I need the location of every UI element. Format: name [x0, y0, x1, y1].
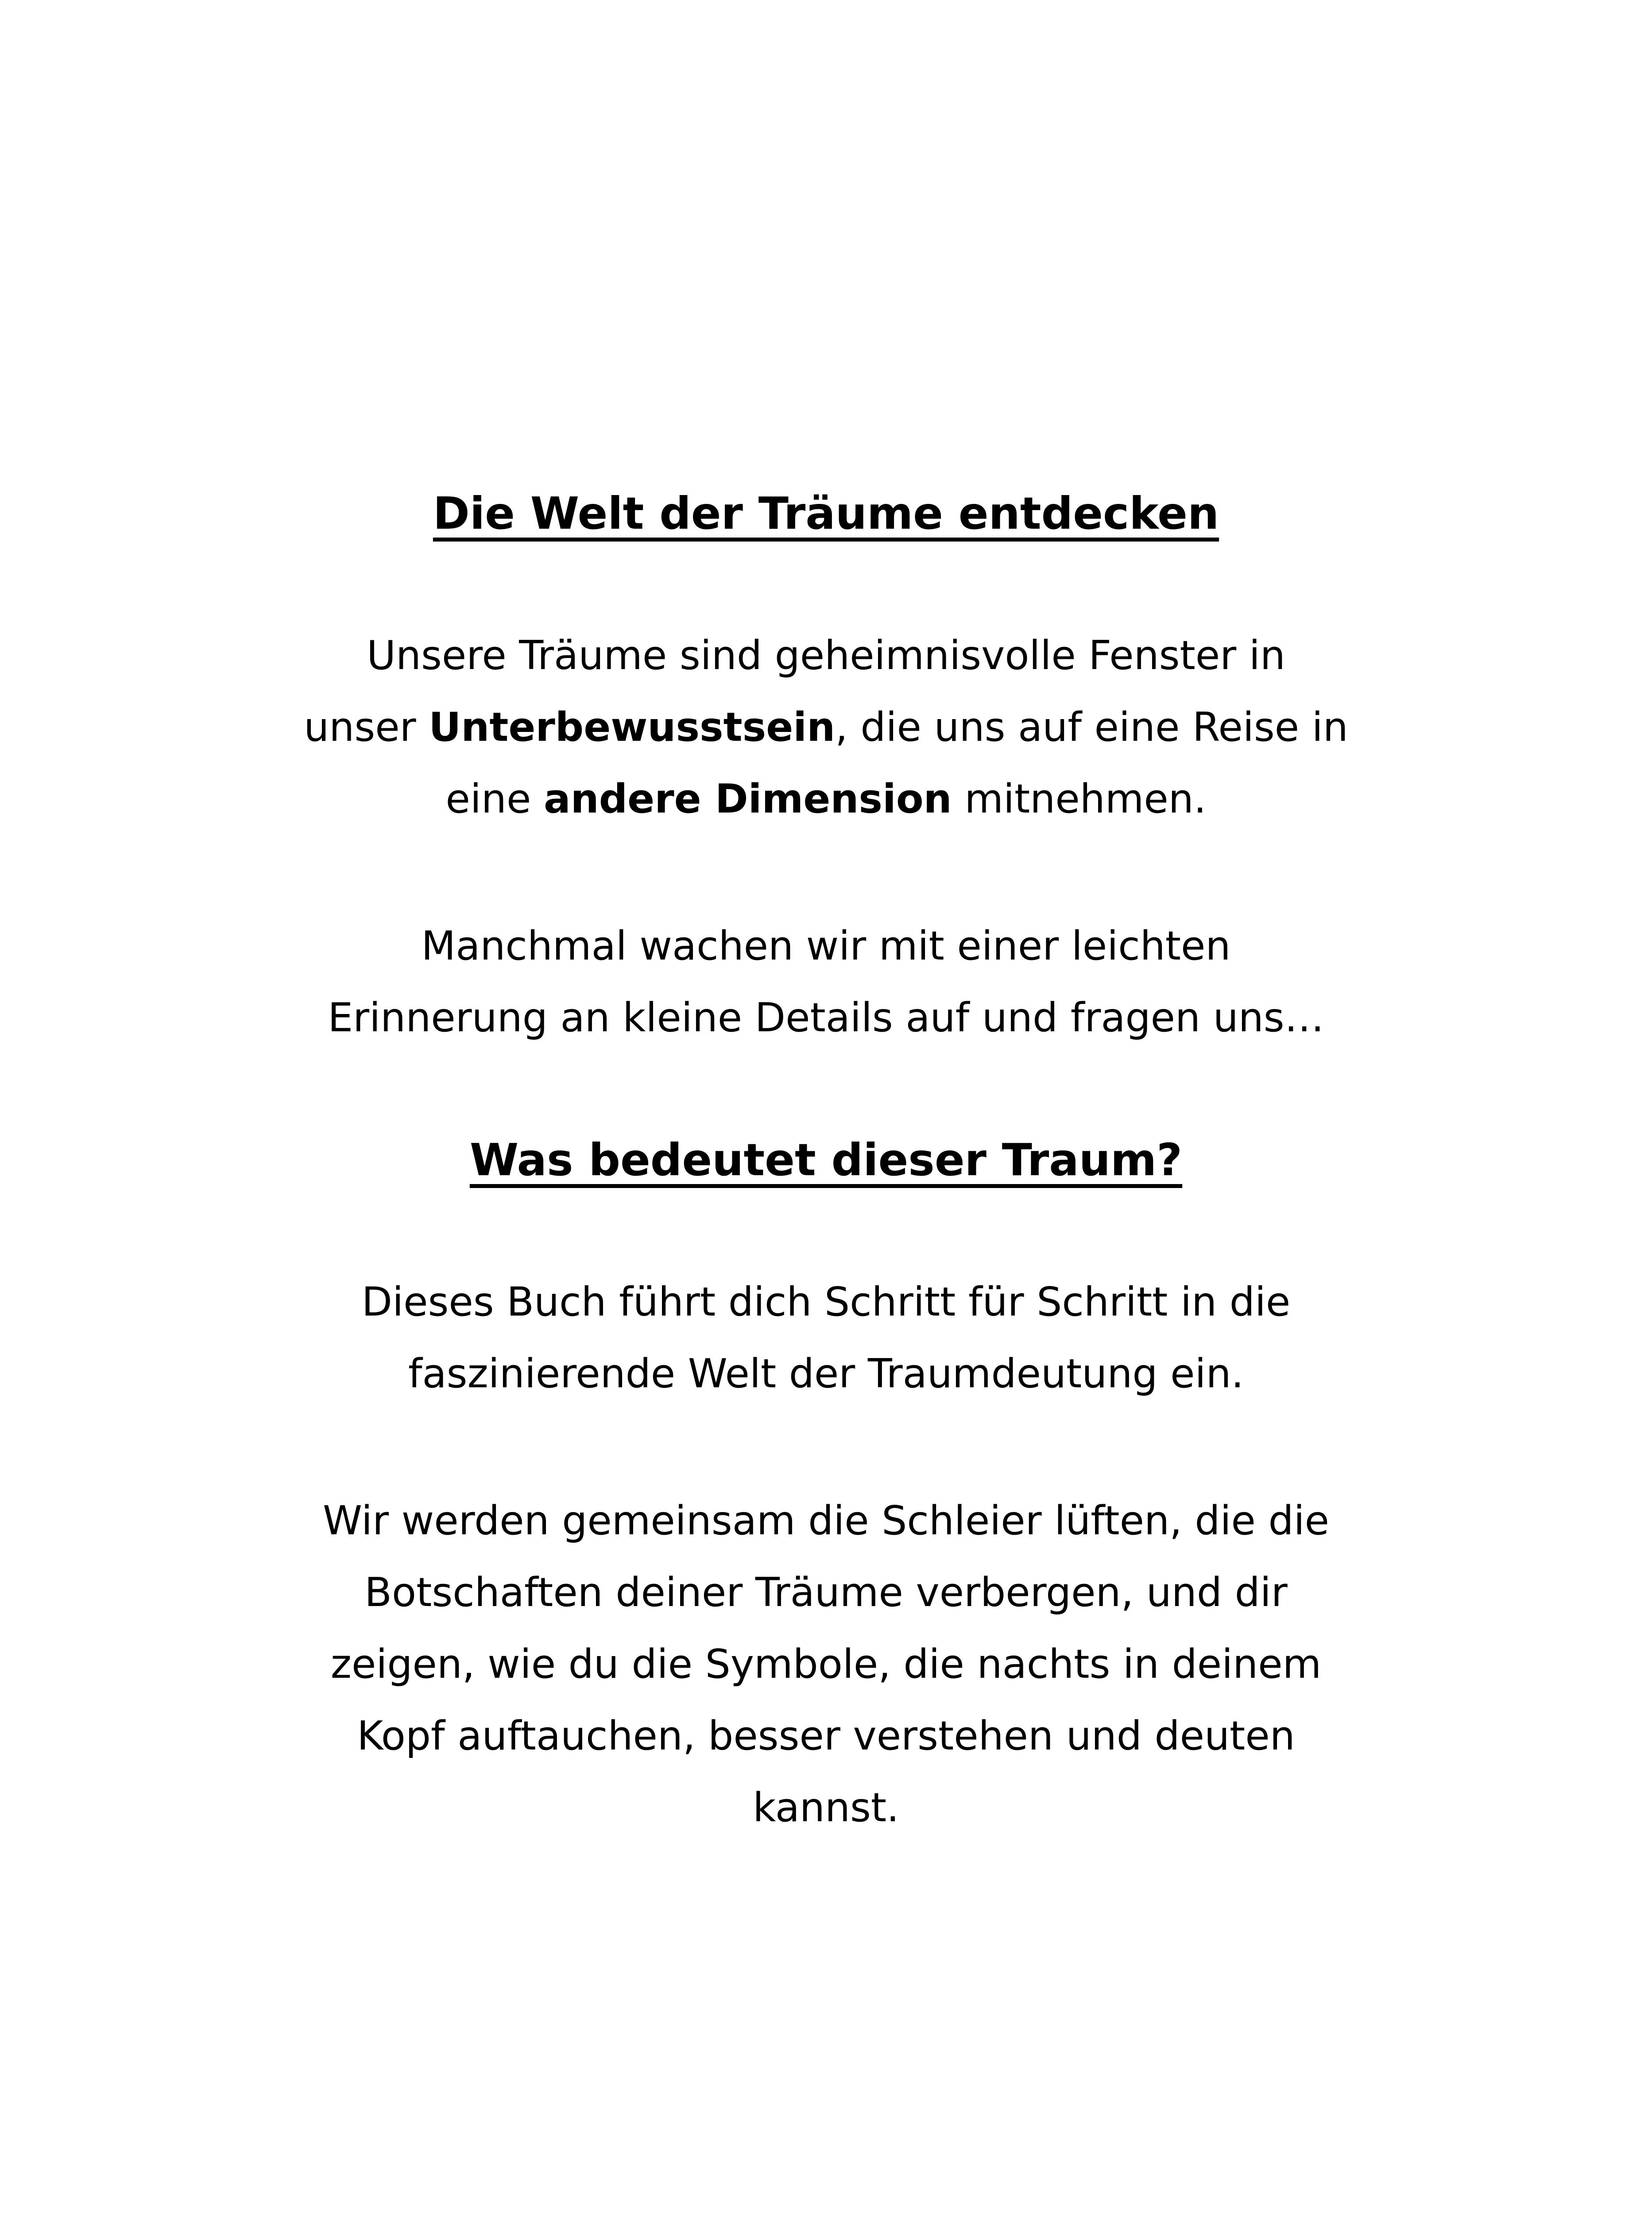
closing-line-3: zeigen, wie du die Symbole, die nachts in deinem — [330, 1641, 1322, 1688]
intro-line-2 — [248, 692, 1404, 763]
intro-paragraph — [248, 620, 1404, 835]
closing-line-2: Botschaften deiner Träume verbergen, und dir — [364, 1569, 1288, 1616]
page-title: Die Welt der Träume entdecken — [433, 488, 1219, 539]
closing-line-5: kannst. — [753, 1784, 899, 1831]
intro-line-3-start: eine — [445, 776, 544, 822]
spacer — [248, 549, 1404, 620]
question-lead-paragraph — [248, 910, 1404, 1054]
spacer — [248, 1196, 1404, 1266]
intro-line-2-end: , die uns auf eine Reise in — [835, 704, 1348, 751]
spacer — [248, 835, 1404, 910]
question-lead-line-1: Manchmal wachen wir mit einer leichten — [421, 923, 1231, 969]
page-content — [248, 478, 1404, 1844]
intro-line-2-start: unser — [304, 704, 429, 751]
section-heading: Was bedeutet dieser Traum? — [469, 1134, 1183, 1186]
intro-line-1: Unsere Träume sind geheimnisvolle Fenster in — [367, 632, 1285, 679]
question-lead-line-2: Erinnerung an kleine Details auf und fragen uns… — [328, 995, 1324, 1041]
closing-line-4: Kopf auftauchen, besser verstehen und deuten — [357, 1713, 1295, 1759]
book-intro-line-2: faszinierende Welt der Traumdeutung ein. — [408, 1351, 1244, 1397]
spacer — [248, 1054, 1404, 1125]
closing-paragraph — [248, 1485, 1404, 1844]
book-intro-paragraph — [248, 1266, 1404, 1410]
intro-line-3-end: mitnehmen. — [952, 776, 1207, 822]
closing-line-1: Wir werden gemeinsam die Schleier lüften, die die — [323, 1498, 1329, 1544]
book-intro-line-1: Dieses Buch führt dich Schritt für Schritt in die — [361, 1279, 1291, 1325]
emphasis-unterbewusstsein: Unterbewusstsein — [429, 704, 836, 751]
intro-line-3 — [248, 763, 1404, 835]
emphasis-andere-dimension: andere Dimension — [543, 776, 952, 822]
spacer — [248, 1410, 1404, 1485]
